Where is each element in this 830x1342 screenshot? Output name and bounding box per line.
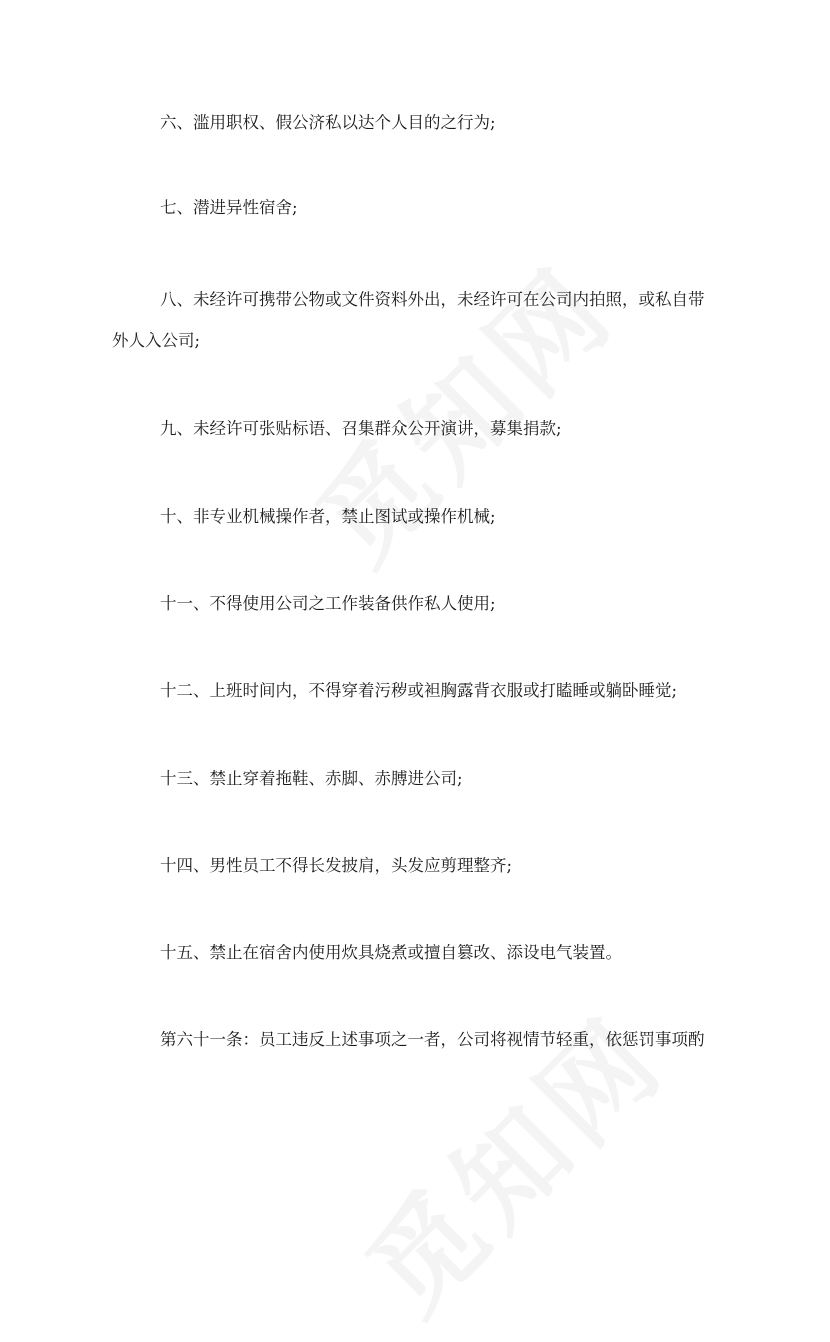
list-item: 八、未经许可携带公物或文件资料外出，未经许可在公司内拍照，或私自带 — [160, 290, 705, 309]
list-item: 十三、禁止穿着拖鞋、赤脚、赤膊进公司; — [160, 769, 463, 788]
list-item: 七、潜进异性宿舍; — [160, 198, 298, 217]
list-item: 六、滥用职权、假公济私以达个人目的之行为; — [160, 113, 496, 132]
list-item: 九、未经许可张贴标语、召集群众公开演讲，募集捐款; — [160, 419, 562, 438]
list-item: 十、非专业机械操作者，禁止图试或操作机械; — [160, 507, 496, 526]
article-paragraph: 第六十一条：员工违反上述事项之一者，公司将视情节轻重，依惩罚事项酌 — [160, 1030, 705, 1049]
list-item: 十一、不得使用公司之工作装备供作私人使用; — [160, 594, 496, 613]
list-item: 十二、上班时间内，不得穿着污秽或袒胸露背衣服或打瞌睡或躺卧睡觉; — [160, 681, 678, 700]
list-item-continuation: 外人入公司; — [112, 331, 201, 350]
list-item: 十五、禁止在宿舍内使用炊具烧煮或擅自篡改、添设电气装置。 — [160, 943, 622, 962]
watermark — [277, 226, 643, 592]
list-item: 十四、男性员工不得长发披肩，头发应剪理整齐; — [160, 856, 513, 875]
